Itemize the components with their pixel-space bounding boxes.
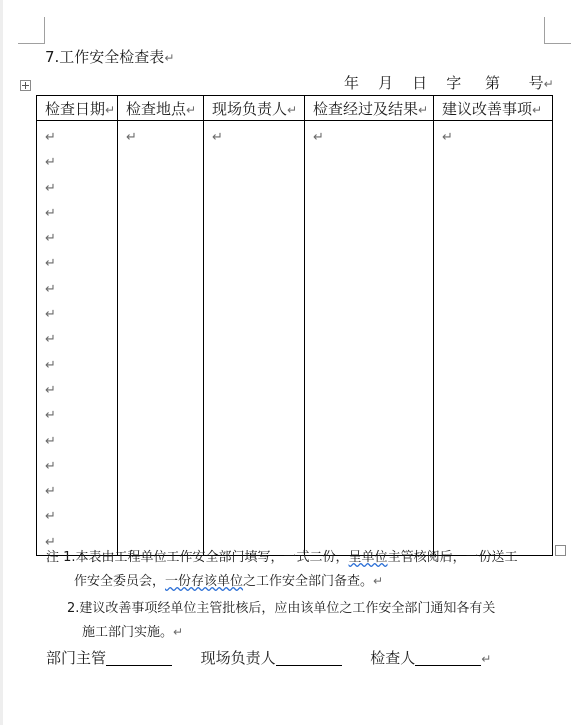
header-improvement-suggestions[interactable]: 建议改善事项↵: [434, 96, 553, 121]
header-inspection-date[interactable]: 检查日期↵: [37, 96, 118, 121]
table-resize-handle-icon[interactable]: [555, 545, 566, 556]
page-left-edge: [0, 0, 3, 725]
site-leader-blank[interactable]: [276, 649, 342, 666]
header-site-leader[interactable]: 现场负责人↵: [204, 96, 305, 121]
document-title[interactable]: [45, 46, 174, 67]
paragraph-mark: ↵: [164, 51, 175, 65]
date-number-line[interactable]: [344, 72, 554, 93]
inspector-label: 检查人: [370, 649, 416, 667]
header-inspection-location[interactable]: 检查地点↵: [118, 96, 204, 121]
note-2-line-1[interactable]: 2.建议改善事项经单位主管批核后，应由该单位之工作安全部门通知各有关: [67, 601, 496, 616]
date-number-text: 年 月 日 字 第 号: [344, 74, 544, 92]
paragraph-mark: ↵: [442, 130, 453, 145]
grammar-underline: 呈单位: [348, 550, 388, 565]
cell-improvement-suggestions[interactable]: [434, 121, 553, 556]
paragraph-mark: ↵: [543, 77, 554, 91]
cell-site-leader[interactable]: [204, 121, 305, 556]
document-title-text: 7.工作安全检查表: [45, 48, 165, 66]
paragraph-mark: ↵: [212, 130, 223, 145]
cell-inspection-location[interactable]: [118, 121, 204, 556]
paragraph-marks: ↵ ↵ ↵ ↵ ↵ ↵ ↵ ↵ ↵ ↵ ↵ ↵ ↵ ↵ ↵ ↵ ↵: [45, 130, 56, 550]
crop-mark-top-right: [544, 17, 571, 44]
crop-mark-top-left: [18, 17, 45, 44]
dept-head-label: 部门主管: [46, 649, 107, 667]
inspector-blank[interactable]: [415, 649, 481, 666]
note-1-line-2[interactable]: 作安全委员会，一份存该单位之工作安全部门备查。↵: [74, 574, 384, 589]
note-2-line-2[interactable]: 施工部门实施。↵: [82, 625, 184, 640]
site-leader-label: 现场负责人: [200, 649, 276, 667]
note-1-line-1[interactable]: 注 1.本表由工程单位工作安全部门填写，一式二份，呈单位主管核阅后，一份送工: [46, 550, 518, 565]
table-body-row: [37, 121, 553, 556]
table-move-handle-icon[interactable]: [20, 80, 31, 91]
table-header-row: [37, 96, 553, 121]
dept-head-blank[interactable]: [106, 649, 172, 666]
cell-inspection-date[interactable]: [37, 121, 118, 556]
cell-process-results[interactable]: [305, 121, 434, 556]
grammar-underline: 一份存该单位: [165, 574, 244, 589]
paragraph-mark: ↵: [313, 130, 324, 145]
signature-line[interactable]: 部门主管 现场负责人 检查人 ↵: [46, 649, 492, 667]
header-process-results[interactable]: 检查经过及结果↵: [305, 96, 434, 121]
paragraph-mark: ↵: [126, 130, 137, 145]
safety-inspection-table: [36, 95, 553, 556]
